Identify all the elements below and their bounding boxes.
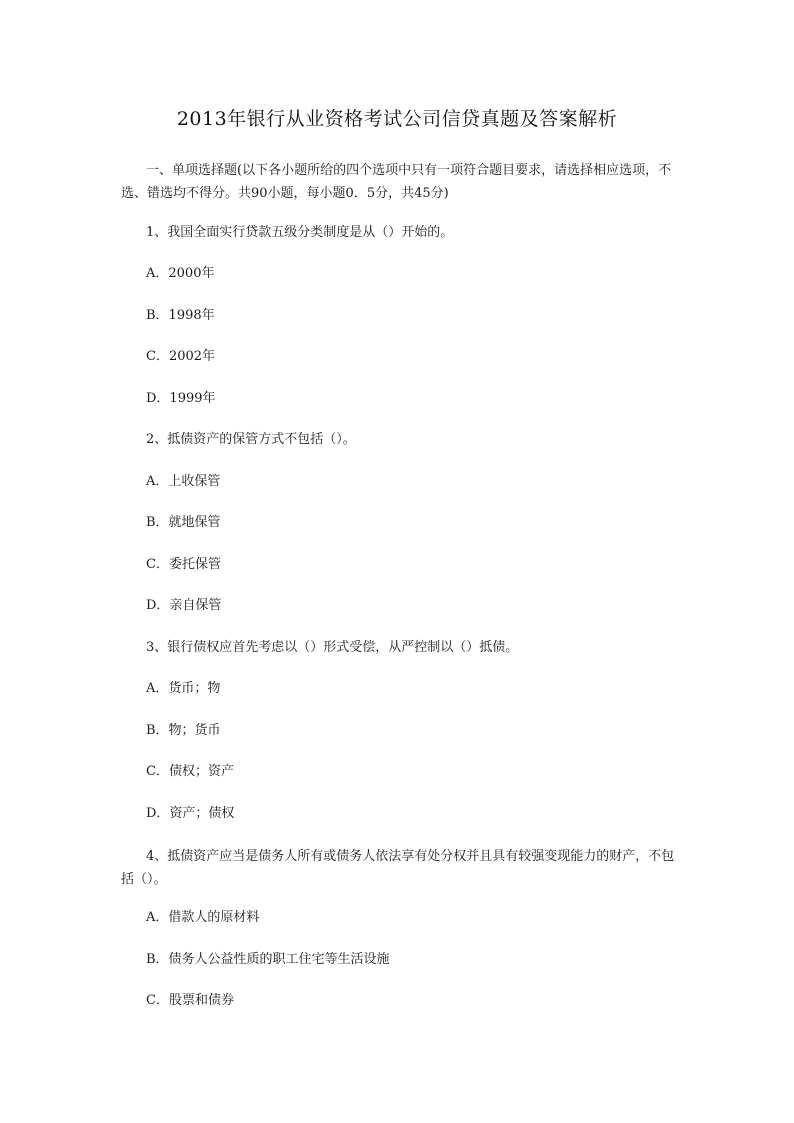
- question-3-option-c: C．债权；资产: [146, 764, 234, 779]
- question-2-option-c: C．委托保管: [146, 557, 221, 572]
- question-2-option-b: B．就地保管: [146, 515, 221, 530]
- question-4-stem: 4、抵债资产应当是债务人所有或债务人依法享有处分权并且具有较强变现能力的财产，不包括（）。: [121, 849, 675, 887]
- question-2-option-d: D．亲自保管: [146, 598, 222, 613]
- question-3-option-a: A．货币；物: [146, 681, 221, 696]
- question-2-stem: 2、抵债资产的保管方式不包括（）。: [146, 432, 356, 447]
- question-4-option-c: C．股票和债券: [146, 993, 234, 1008]
- question-3-option-b: B．物；货币: [146, 723, 221, 738]
- question-1-option-c: C．2002年: [146, 349, 216, 364]
- question-4-option-b: B．债务人公益性质的职工住宅等生活设施: [146, 952, 390, 967]
- question-1-option-d: D．1999年: [146, 391, 216, 406]
- question-1-stem: 1、我国全面实行贷款五级分类制度是从（）开始的。: [146, 225, 454, 240]
- question-1-option-b: B．1998年: [146, 308, 215, 323]
- question-2-option-a: A．上收保管: [146, 474, 221, 489]
- question-3-stem: 3、银行债权应首先考虑以（）形式受偿，从严控制以（）抵债。: [146, 640, 519, 655]
- question-3-option-d: D．资产；债权: [146, 806, 235, 821]
- document-title: 2013年银行从业资格考试公司信贷真题及答案解析: [176, 108, 618, 130]
- question-4-option-a: A．借款人的原材料: [146, 910, 260, 925]
- question-1-option-a: A．2000年: [146, 266, 215, 281]
- section-intro: 一、单项选择题(以下各小题所给的四个选项中只有一项符合题目要求，请选择相应选项，不选、错选均不得分。共90小题，每小题0．5分，共45分): [121, 163, 672, 201]
